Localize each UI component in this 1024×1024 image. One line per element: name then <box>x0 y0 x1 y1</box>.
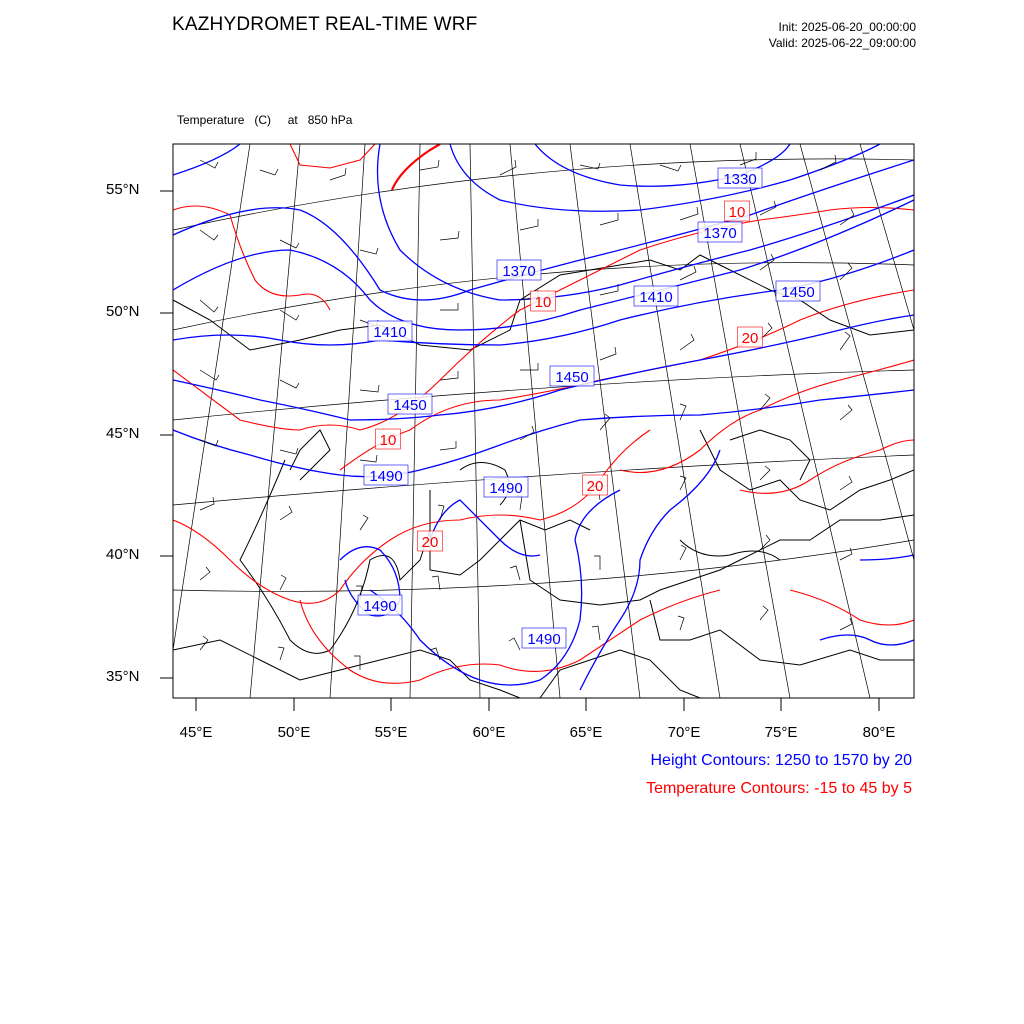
lon-label-75: 75°E <box>764 724 798 741</box>
contour-label: 1490 <box>363 598 397 615</box>
contour-label: 1410 <box>639 289 673 306</box>
contour-label: 1450 <box>781 284 815 301</box>
contour-label: 1490 <box>489 480 523 497</box>
lon-label-55: 55°E <box>374 724 408 741</box>
contour-label: 1370 <box>703 225 737 242</box>
lat-label-40: 40°N <box>106 546 140 563</box>
contour-label: 20 <box>421 534 439 551</box>
contour-label: 1490 <box>369 468 403 485</box>
plot-area <box>173 144 914 698</box>
contour-label: 10 <box>379 432 397 449</box>
lon-label-45: 45°E <box>179 724 213 741</box>
lat-label-50: 50°N <box>106 303 140 320</box>
contour-label: 10 <box>534 294 552 311</box>
contour-label: 1370 <box>502 263 536 280</box>
lon-label-80: 80°E <box>862 724 896 741</box>
lat-label-45: 45°N <box>106 425 140 442</box>
contour-label: 20 <box>741 330 759 347</box>
contour-label: 1450 <box>555 369 589 386</box>
init-time: Init: 2025-06-20_00:00:00 <box>778 20 916 34</box>
contour-label: 1490 <box>527 631 561 648</box>
contour-label: 1410 <box>373 324 407 341</box>
lat-label-35: 35°N <box>106 668 140 685</box>
lon-label-50: 50°E <box>277 724 311 741</box>
contour-label: 20 <box>586 478 604 495</box>
lon-label-65: 65°E <box>569 724 603 741</box>
field-temperature: Temperature (C) at 850 hPa <box>177 113 353 127</box>
chart-title: KAZHYDROMET REAL-TIME WRF <box>172 14 478 35</box>
height-legend: Height Contours: 1250 to 1570 by 20 <box>650 752 912 769</box>
temperature-legend: Temperature Contours: -15 to 45 by 5 <box>646 780 912 797</box>
lon-label-70: 70°E <box>667 724 701 741</box>
contour-label: 10 <box>728 204 746 221</box>
lon-label-60: 60°E <box>472 724 506 741</box>
contour-label: 1450 <box>393 397 427 414</box>
valid-time: Valid: 2025-06-22_09:00:00 <box>768 36 916 50</box>
contour-label: 1330 <box>723 171 757 188</box>
lat-label-55: 55°N <box>106 181 140 198</box>
